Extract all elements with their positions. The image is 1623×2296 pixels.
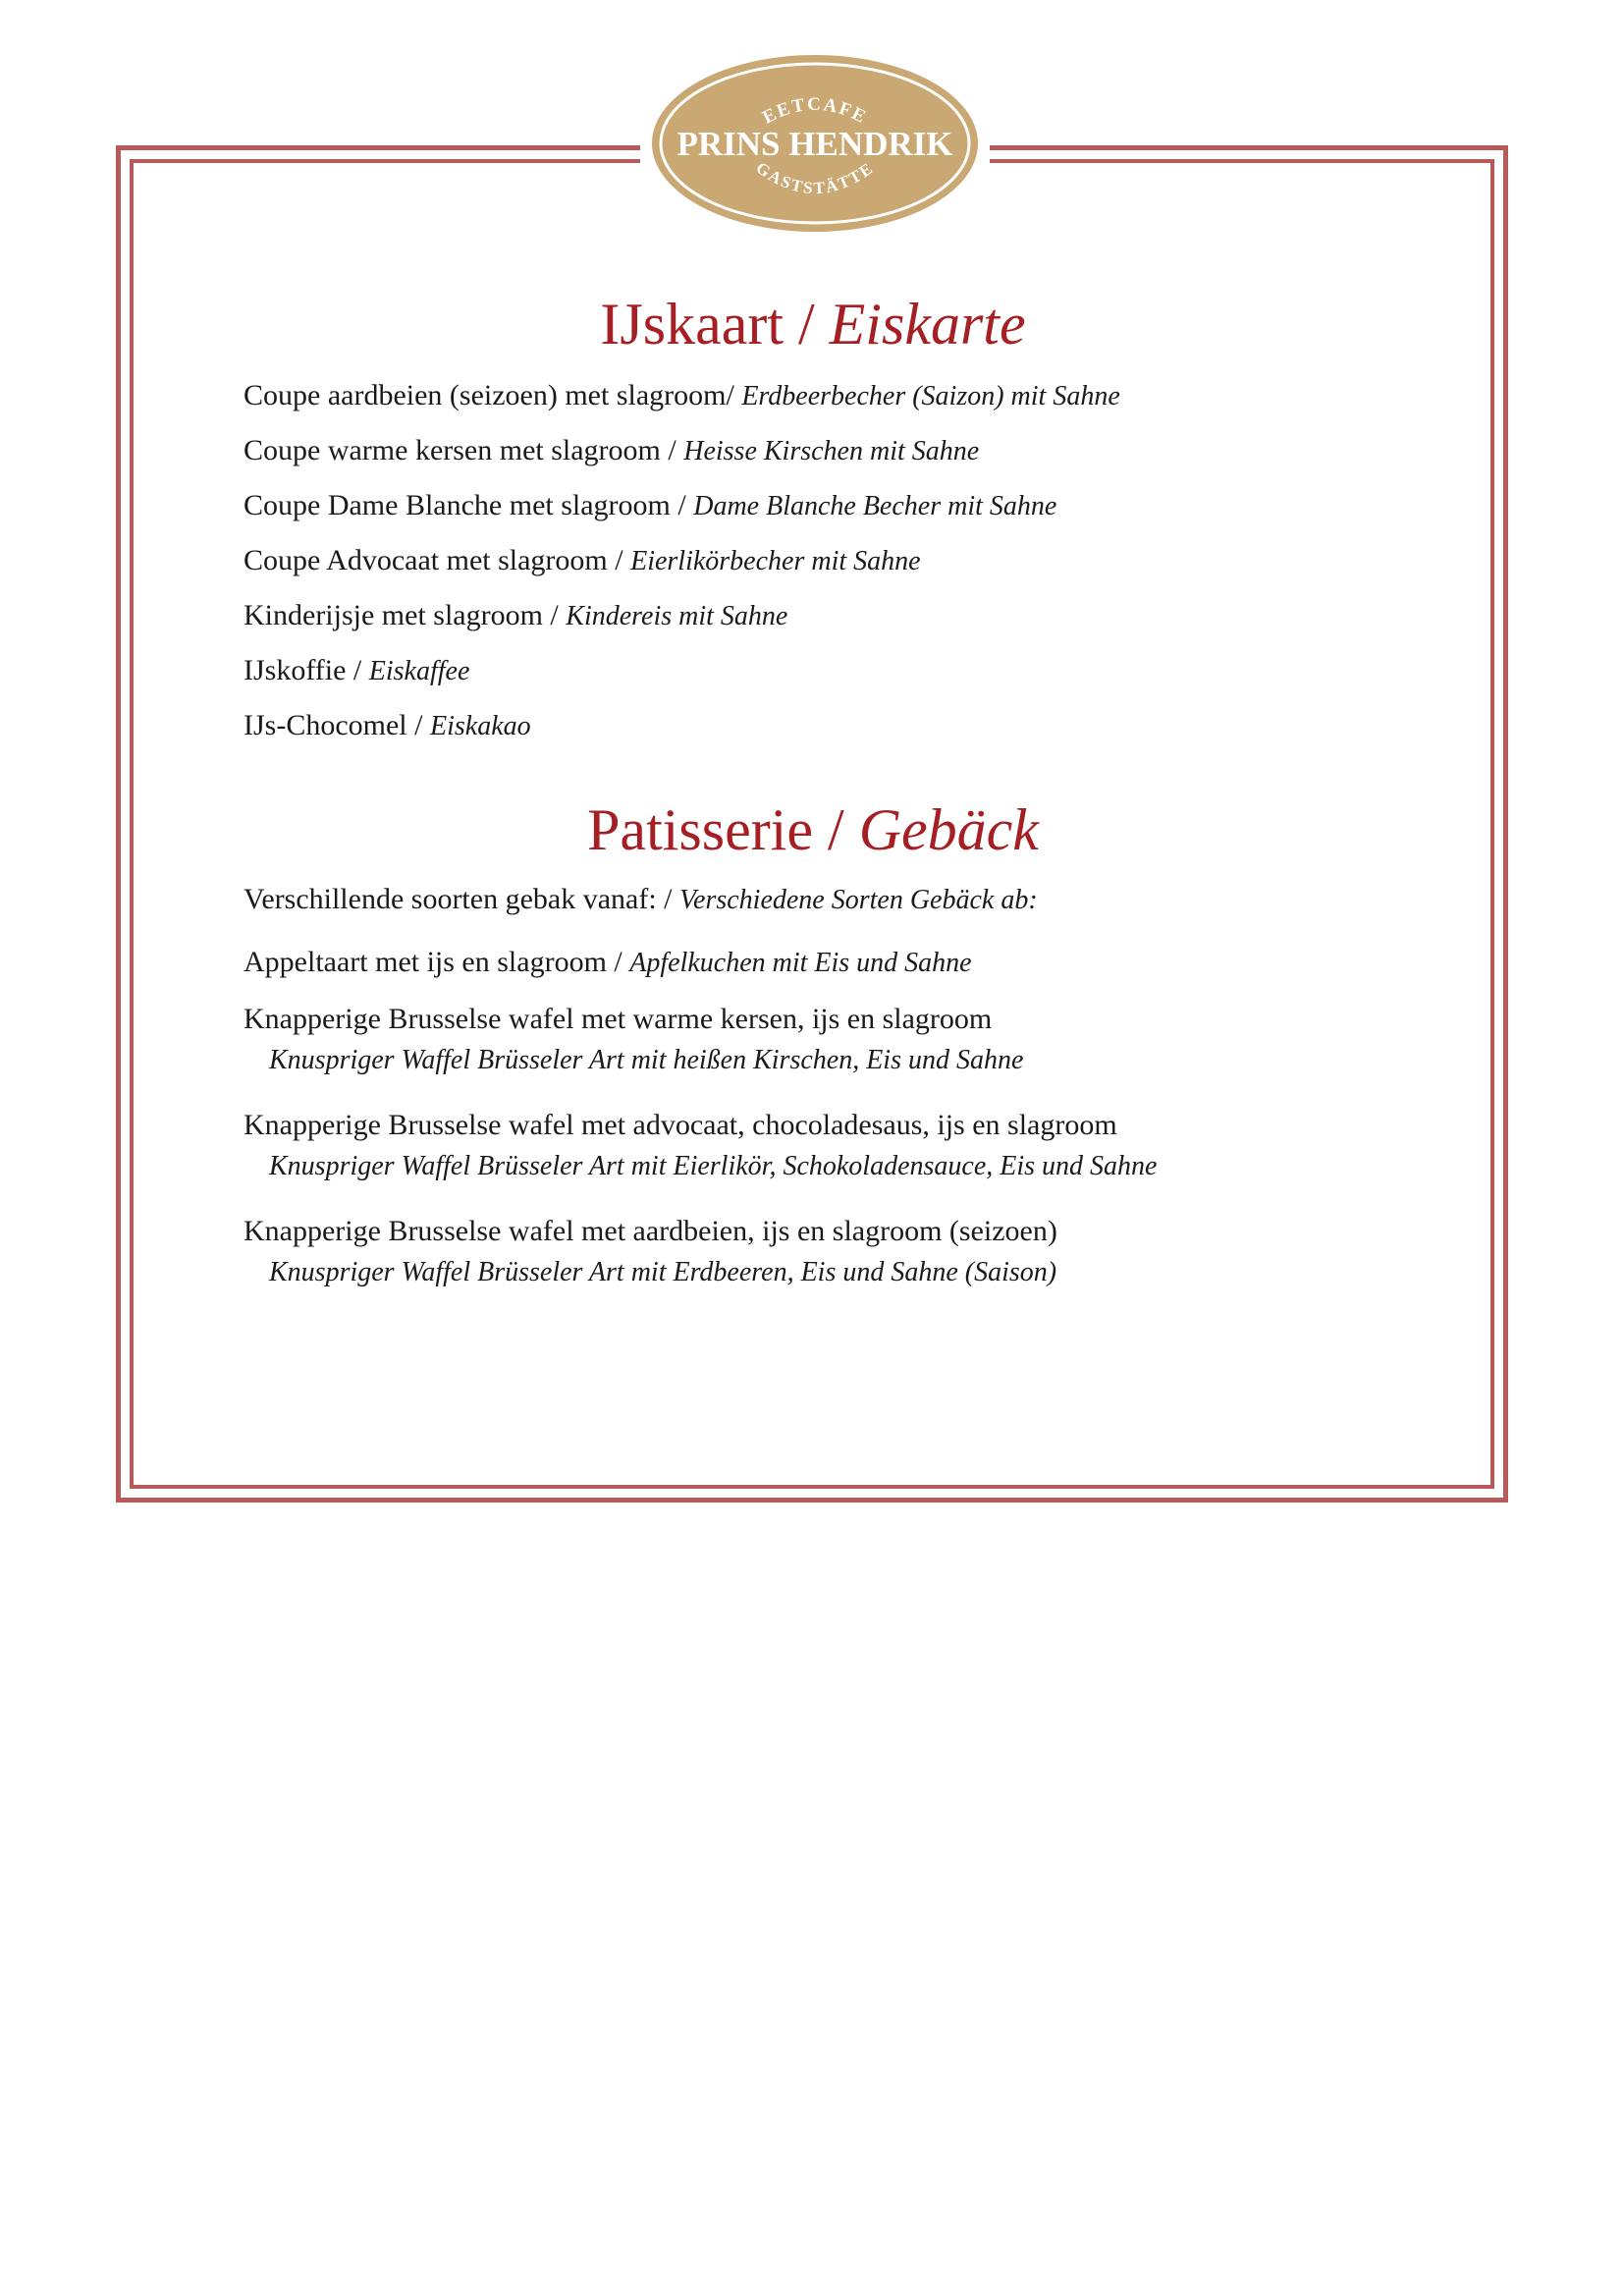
menu-item: Coupe Advocaat met slagroom / Eierlikörbecher mit Sahne (243, 544, 921, 576)
section-title-ijskaart: IJskaart / Eiskarte (600, 292, 1026, 356)
menu-item: IJs-Chocomel / Eiskakao (243, 709, 531, 741)
logo-badge (640, 43, 990, 244)
menu-item: Kinderijsje met slagroom / Kindereis mit Sahne (243, 599, 788, 631)
menu-item: Appeltaart met ijs en slagroom / Apfelkuchen mit Eis und Sahne (243, 946, 972, 978)
menu-item-translation: Knuspriger Waffel Brüsseler Art mit heißen Kirschen, Eis und Sahne (269, 1045, 1024, 1075)
prins-hendrik-logo (650, 53, 980, 234)
menu-item: Coupe aardbeien (seizoen) met slagroom/ Erdbeerbecher (Saizon) mit Sahne (243, 379, 1120, 411)
menu-item: Knapperige Brusselse wafel met advocaat, chocoladesaus, ijs en slagroom (243, 1109, 1117, 1141)
menu-item: Coupe warme kersen met slagroom / Heisse Kirschen mit Sahne (243, 434, 980, 466)
menu-item: Coupe Dame Blanche met slagroom / Dame Blanche Becher mit Sahne (243, 489, 1057, 521)
menu-item: IJskoffie / Eiskaffee (243, 654, 470, 686)
logo-bottom-text: GASTSTÄTTE (752, 158, 878, 198)
menu-item-translation: Knuspriger Waffel Brüsseler Art mit Eierlikör, Schokoladensauce, Eis und Sahne (269, 1151, 1158, 1181)
menu-item: Knapperige Brusselse wafel met warme kersen, ijs en slagroom (243, 1003, 993, 1035)
menu-item: Knapperige Brusselse wafel met aardbeien, ijs en slagroom (seizoen) (243, 1215, 1057, 1247)
logo-top-text: EETCAFE (759, 93, 871, 129)
menu-item-translation: Knuspriger Waffel Brüsseler Art mit Erdbeeren, Eis und Sahne (Saison) (269, 1257, 1057, 1287)
section-title-patisserie: Patisserie / Gebäck (587, 797, 1039, 862)
logo-name: PRINS HENDRIK (676, 125, 953, 163)
menu-item: Verschillende soorten gebak vanaf: / Verschiedene Sorten Gebäck ab: (243, 883, 1038, 915)
